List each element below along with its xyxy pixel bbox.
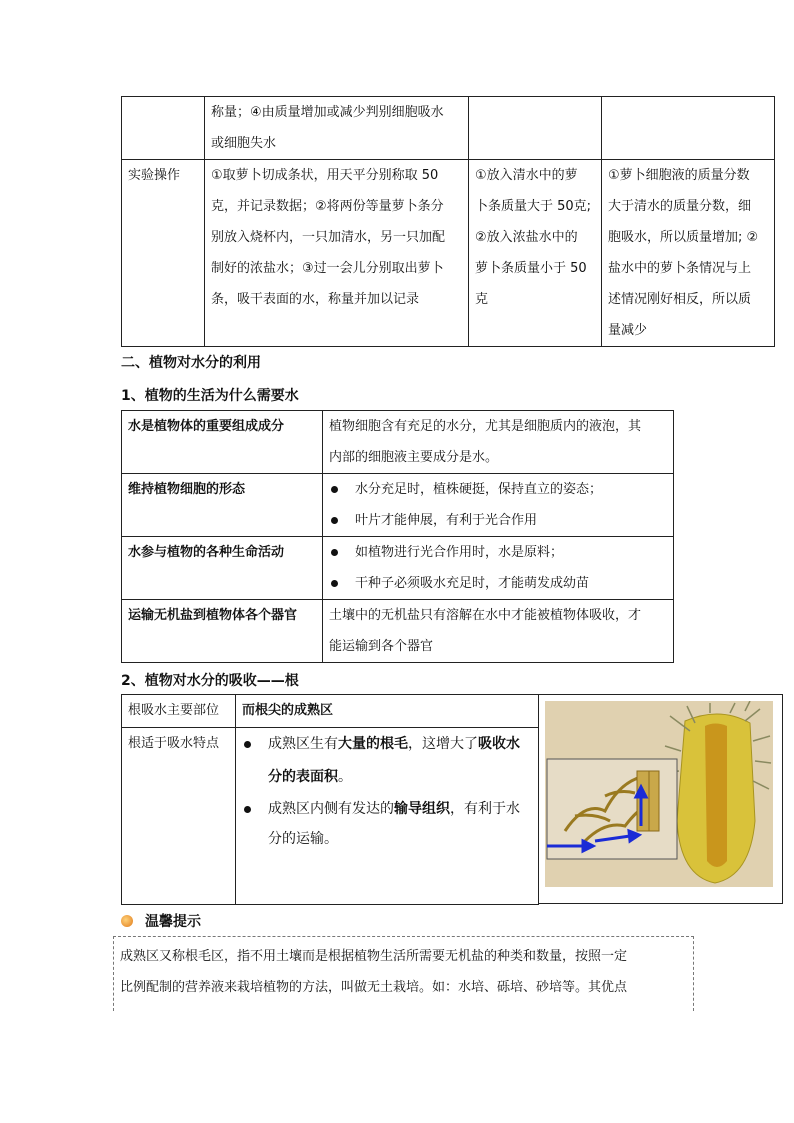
list-item: 如植物进行光合作用时，水是原料； xyxy=(329,537,667,568)
list-item: 干种子必须吸水充足时，才能萌发成幼苗 xyxy=(329,568,667,599)
result-cell: ①放入清水中的萝 卜条质量大于 50克; ②放入浓盐水中的 萝卜条质量小于 50 克 xyxy=(469,160,602,347)
list-item: 成熟区生有大量的根毛，这增大了吸收水 分的表面积。 xyxy=(242,728,532,794)
bullet-icon xyxy=(331,486,338,493)
tip-icon xyxy=(121,915,133,927)
list-item: 成熟区内侧有发达的输导组织，有利于水 分的运输。 xyxy=(242,794,532,854)
root-image-cell xyxy=(538,694,783,904)
table-row: 维持植物细胞的形态 水分充足时，植株硬挺，保持直立的姿态； 叶片才能伸展，有利于光合作用 xyxy=(122,474,674,537)
table-row: 运输无机盐到植物体各个器官 土壤中的无机盐只有溶解在水中才能被植物体吸收，才 能运输到各个器官 xyxy=(122,600,674,663)
table-row: 根适于吸水特点 成熟区生有大量的根毛，这增大了吸收水 分的表面积。 成熟区内侧有发达的输导组织，有利于水 分的运输。 xyxy=(122,728,539,905)
list-item: 水分充足时，植株硬挺，保持直立的姿态； xyxy=(329,474,667,505)
subsection-title: 1、植物的生活为什么需要水 xyxy=(121,388,299,404)
table-row: 水参与植物的各种生命活动 如植物进行光合作用时，水是原料； 干种子必须吸水充足时，才能萌发成幼苗 xyxy=(122,537,674,600)
tip-header xyxy=(121,911,201,931)
tip-title: 温馨提示 xyxy=(145,914,201,930)
root-table xyxy=(121,694,539,905)
list-item: 叶片才能伸展，有利于光合作用 xyxy=(329,505,667,536)
operation-cell: ①取萝卜切成条状，用天平分别称取 50 克，并记录数据；②将两份等量萝卜条分 别放入烧杯内，一只加清水，另一只加配 制好的浓盐水；③过一会儿分别取出萝卜 条，吸干表面的水，称量并加以记录 xyxy=(205,160,469,347)
root-tip-illustration xyxy=(545,701,773,887)
bullet-icon xyxy=(331,580,338,587)
row-label: 实验操作 xyxy=(122,160,205,347)
bullet-icon xyxy=(244,741,251,748)
subsection-title: 2、植物对水分的吸收——根 xyxy=(121,673,299,689)
experiment-table xyxy=(121,96,775,347)
table-row: 称量；④由质量增加或减少判别细胞吸水 或细胞失水 xyxy=(122,97,775,160)
bullet-icon xyxy=(244,806,251,813)
table-row: 水是植物体的重要组成成分 植物细胞含有充足的水分，尤其是细胞质内的液泡，其 内部的细胞液主要成分是水。 xyxy=(122,411,674,474)
table-row: 根吸水主要部位 而根尖的成熟区 xyxy=(122,695,539,728)
tip-box: 成熟区又称根毛区，指不用土壤而是根据植物生活所需要无机盐的种类和数量，按照一定 比例配制的营养液来栽培植物的方法，叫做无土栽培。如：水培、砾培、砂培等。其优点 xyxy=(113,936,694,1011)
water-use-table xyxy=(121,410,674,663)
section-title: 二、植物对水分的利用 xyxy=(121,355,261,371)
table-row xyxy=(122,160,775,347)
bullet-icon xyxy=(331,517,338,524)
bullet-icon xyxy=(331,549,338,556)
explanation-cell: ①萝卜细胞液的质量分数 大于清水的质量分数，细 胞吸水，所以质量增加; ② 盐水中的萝卜条情况与上 述情况刚好相反，所以质 量减少 xyxy=(602,160,775,347)
